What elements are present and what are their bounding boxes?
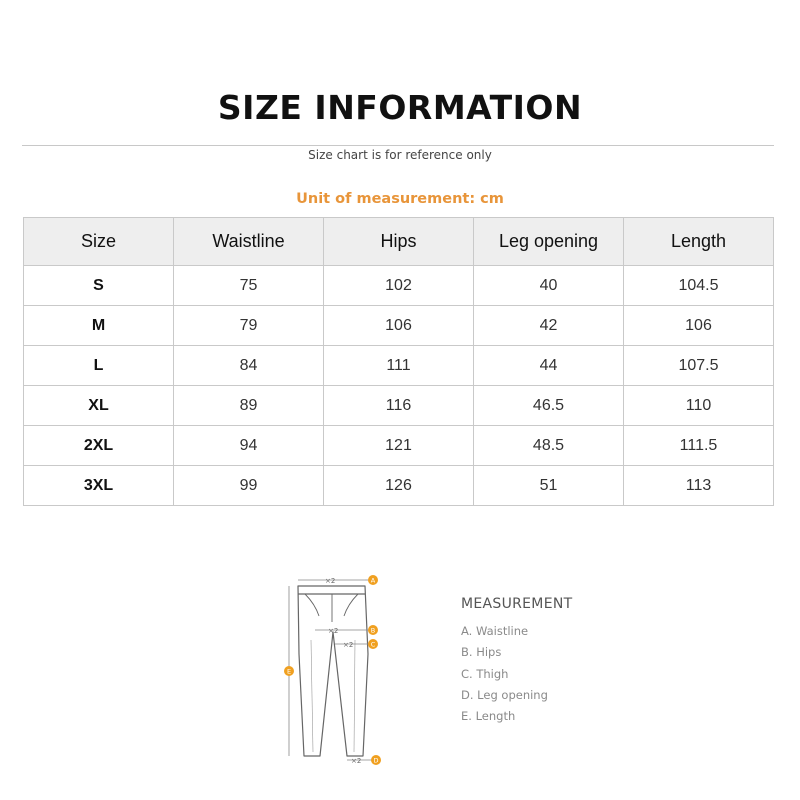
multiplier-label-thigh: ×2	[343, 641, 354, 649]
measurement-legend	[461, 596, 572, 727]
table-cell: 94	[174, 426, 324, 466]
table-cell: 51	[474, 466, 624, 506]
page-subtitle: Size chart is for reference only	[308, 148, 492, 162]
column-header: Hips	[324, 218, 474, 266]
table-cell: 111	[324, 346, 474, 386]
marker-d	[371, 755, 381, 765]
size-cell: S	[24, 266, 174, 306]
column-header: Size	[24, 218, 174, 266]
table-cell: 113	[624, 466, 774, 506]
trousers-outline	[298, 586, 368, 756]
legend-title: MEASUREMENT	[461, 596, 573, 612]
table-header-row	[24, 218, 774, 266]
size-cell: L	[24, 346, 174, 386]
table-row	[24, 466, 774, 506]
table-cell: 116	[324, 386, 474, 426]
table-row	[24, 346, 774, 386]
table-cell: 48.5	[474, 426, 624, 466]
table-cell: 44	[474, 346, 624, 386]
size-cell: 3XL	[24, 466, 174, 506]
legend-item: A. Waistline	[461, 624, 529, 638]
column-header: Length	[624, 218, 774, 266]
column-header: Leg opening	[474, 218, 624, 266]
column-header: Waistline	[174, 218, 324, 266]
table-row	[24, 386, 774, 426]
size-cell: XL	[24, 386, 174, 426]
table-cell: 111.5	[624, 426, 774, 466]
table-cell: 110	[624, 386, 774, 426]
legend-item: C. Thigh	[461, 666, 509, 681]
title-divider	[22, 145, 774, 146]
table-row	[24, 426, 774, 466]
svg-text:C: C	[370, 640, 376, 649]
multiplier-label-waist: ×2	[325, 577, 336, 585]
marker-e	[284, 666, 294, 676]
table-cell: 42	[474, 306, 624, 346]
size-cell: M	[24, 306, 174, 346]
table-cell: 121	[324, 426, 474, 466]
table-cell: 46.5	[474, 386, 624, 426]
multiplier-label-hips: ×2	[328, 627, 339, 635]
table-cell: 79	[174, 306, 324, 346]
table-cell: 104.5	[624, 266, 774, 306]
legend-item: B. Hips	[461, 645, 502, 660]
svg-text:E: E	[286, 667, 292, 676]
table-cell: 107.5	[624, 346, 774, 386]
marker-c	[368, 639, 378, 649]
table-cell: 106	[324, 306, 474, 346]
svg-text:D: D	[373, 756, 379, 765]
table-cell: 106	[624, 306, 774, 346]
legend-item: E. Length	[461, 709, 516, 724]
unit-note: Unit of measurement: cm	[296, 191, 504, 207]
table-cell: 102	[324, 266, 474, 306]
svg-text:A: A	[370, 576, 376, 585]
marker-a	[368, 575, 378, 585]
page-title: SIZE INFORMATION	[217, 88, 583, 127]
table-cell: 40	[474, 266, 624, 306]
trousers-measurement-diagram	[275, 570, 385, 775]
legend-item: D. Leg opening	[461, 687, 548, 702]
table-cell: 99	[174, 466, 324, 506]
multiplier-label-leg: ×2	[351, 757, 362, 765]
size-cell: 2XL	[24, 426, 174, 466]
marker-b	[368, 625, 378, 635]
svg-text:B: B	[370, 626, 376, 635]
table-cell: 126	[324, 466, 474, 506]
table-cell: 84	[174, 346, 324, 386]
table-row	[24, 266, 774, 306]
table-cell: 75	[174, 266, 324, 306]
size-chart-table	[23, 217, 774, 506]
table-cell: 89	[174, 386, 324, 426]
table-row	[24, 306, 774, 346]
